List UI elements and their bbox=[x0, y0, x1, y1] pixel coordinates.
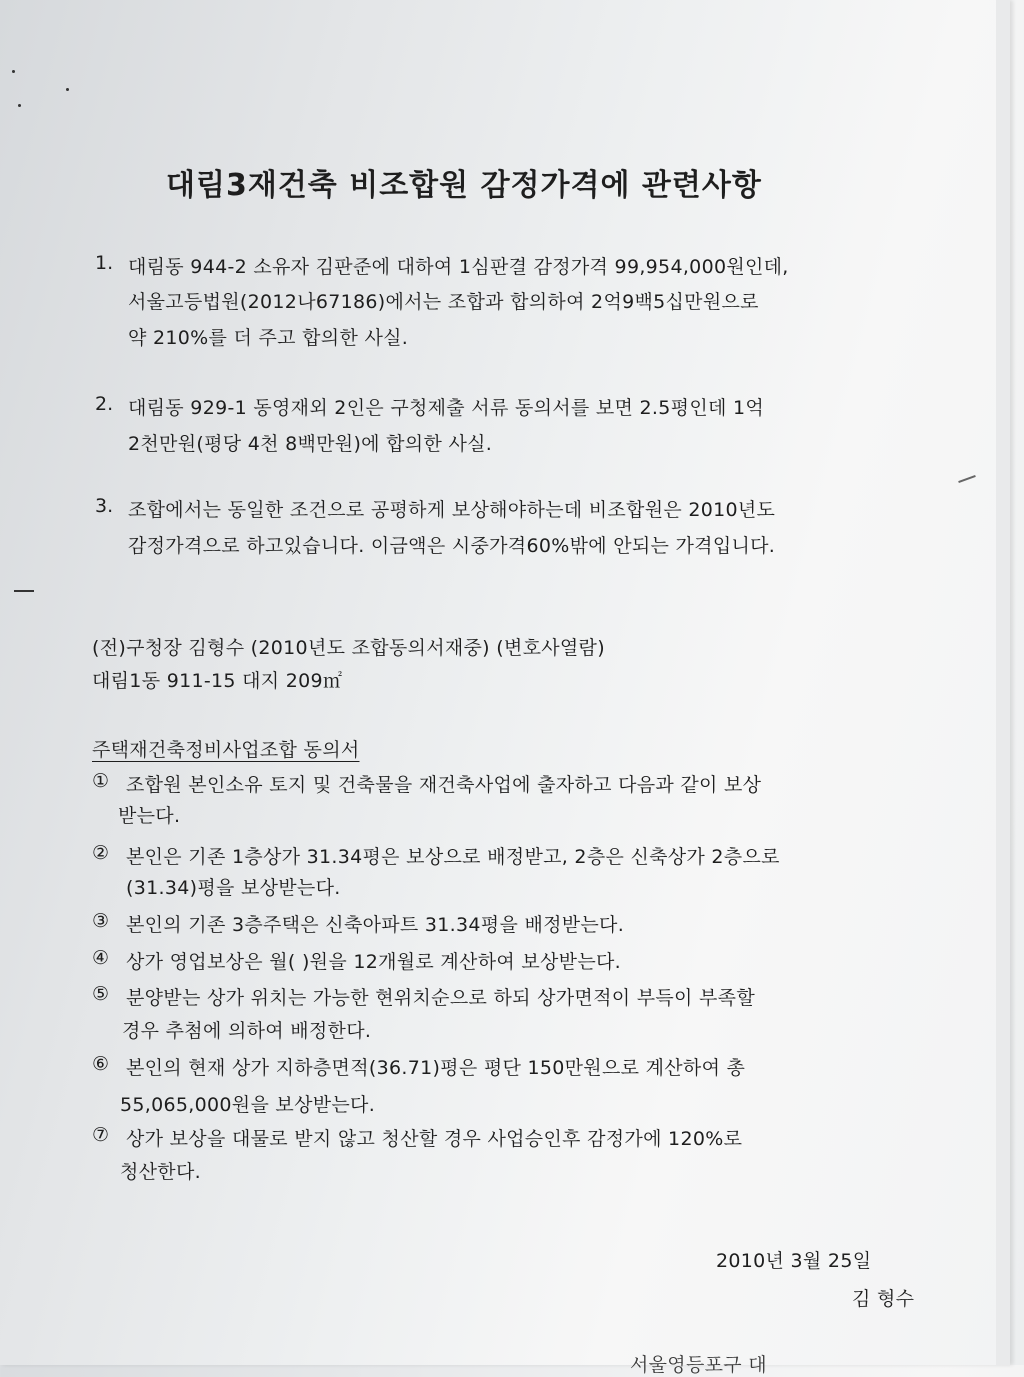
consent-heading: 주택재건축정비사업조합 동의서 bbox=[92, 739, 360, 761]
clause-4-number: ④ bbox=[92, 947, 110, 969]
owner-line-1: (전)구청장 김형수 (2010년도 조합동의서재중) (변호사열람) bbox=[92, 637, 605, 659]
speck-mark bbox=[18, 104, 21, 107]
clause-7-line-1: 상가 보상을 대물로 받지 않고 청산할 경우 사업승인후 감정가에 120%로 bbox=[126, 1128, 743, 1150]
clause-6-line-2: 55,065,000원을 보상받는다. bbox=[120, 1094, 376, 1116]
clause-1-line-2: 받는다. bbox=[118, 805, 181, 827]
owner-line-2: 대림1동 911-15 대지 209㎡ bbox=[92, 670, 343, 692]
clause-2-line-1: 본인은 기존 1층상가 31.34평은 보상으로 배정받고, 2층은 신축상가 2층으로 bbox=[126, 846, 780, 868]
item-3-line-1: 조합에서는 동일한 조건으로 공평하게 보상해야하는데 비조합원은 2010년도 bbox=[128, 499, 776, 521]
item-1-line-3: 약 210%를 더 주고 합의한 사실. bbox=[128, 327, 409, 349]
clause-3-number: ③ bbox=[92, 910, 110, 932]
speck-mark bbox=[12, 70, 15, 73]
clause-3-line-1: 본인의 기존 3층주택은 신축아파트 31.34평을 배정받는다. bbox=[126, 914, 625, 936]
paper-edge bbox=[996, 0, 1010, 1365]
clause-7-number: ⑦ bbox=[92, 1124, 110, 1146]
clause-1-number: ① bbox=[92, 770, 110, 792]
item-2-line-2: 2천만원(평당 4천 8백만원)에 합의한 사실. bbox=[128, 433, 493, 455]
pencil-mark bbox=[958, 475, 976, 483]
document-title: 대림3재건축 비조합원 감정가격에 관련사항 bbox=[166, 168, 762, 203]
item-2-line-1: 대림동 929-1 동영재외 2인은 구청제출 서류 동의서를 보면 2.5평인데 1억 bbox=[128, 397, 765, 419]
clause-5-line-2: 경우 추첨에 의하여 배정한다. bbox=[122, 1020, 372, 1042]
item-2-number: 2. bbox=[95, 393, 114, 415]
clause-4-line-1: 상가 영업보상은 월( )원을 12개월로 계산하여 보상받는다. bbox=[126, 951, 621, 973]
clause-2-line-2: (31.34)평을 보상받는다. bbox=[126, 877, 341, 899]
footer-partial-text: 서울영등포구 대 bbox=[630, 1354, 767, 1376]
clause-6-number: ⑥ bbox=[92, 1053, 110, 1075]
item-3-line-2: 감정가격으로 하고있습니다. 이금액은 시중가격60%밖에 안되는 가격입니다. bbox=[128, 535, 776, 557]
clause-6-line-1: 본인의 현재 상가 지하층면적(36.71)평은 평단 150만원으로 계산하여 총 bbox=[126, 1057, 746, 1079]
clause-1-line-1: 조합원 본인소유 토지 및 건축물을 재건축사업에 출자하고 다음과 같이 보상 bbox=[126, 774, 762, 796]
clause-5-line-1: 분양받는 상가 위치는 가능한 현위치순으로 하되 상가면적이 부득이 부족할 bbox=[126, 987, 755, 1009]
signer-name: 김 형수 bbox=[852, 1288, 915, 1310]
item-1-number: 1. bbox=[95, 252, 114, 274]
margin-mark bbox=[14, 590, 34, 592]
item-1-line-2: 서울고등법원(2012나67186)에서는 조합과 합의하여 2억9백5십만원으로 bbox=[128, 291, 759, 313]
speck-mark bbox=[66, 88, 69, 91]
document-date: 2010년 3월 25일 bbox=[716, 1250, 872, 1272]
clause-2-number: ② bbox=[92, 842, 110, 864]
clause-5-number: ⑤ bbox=[92, 983, 110, 1005]
item-3-number: 3. bbox=[95, 495, 114, 517]
item-1-line-1: 대림동 944-2 소유자 김판준에 대하여 1심판결 감정가격 99,954,000원인데, bbox=[128, 256, 789, 278]
clause-7-line-2: 청산한다. bbox=[120, 1161, 201, 1183]
